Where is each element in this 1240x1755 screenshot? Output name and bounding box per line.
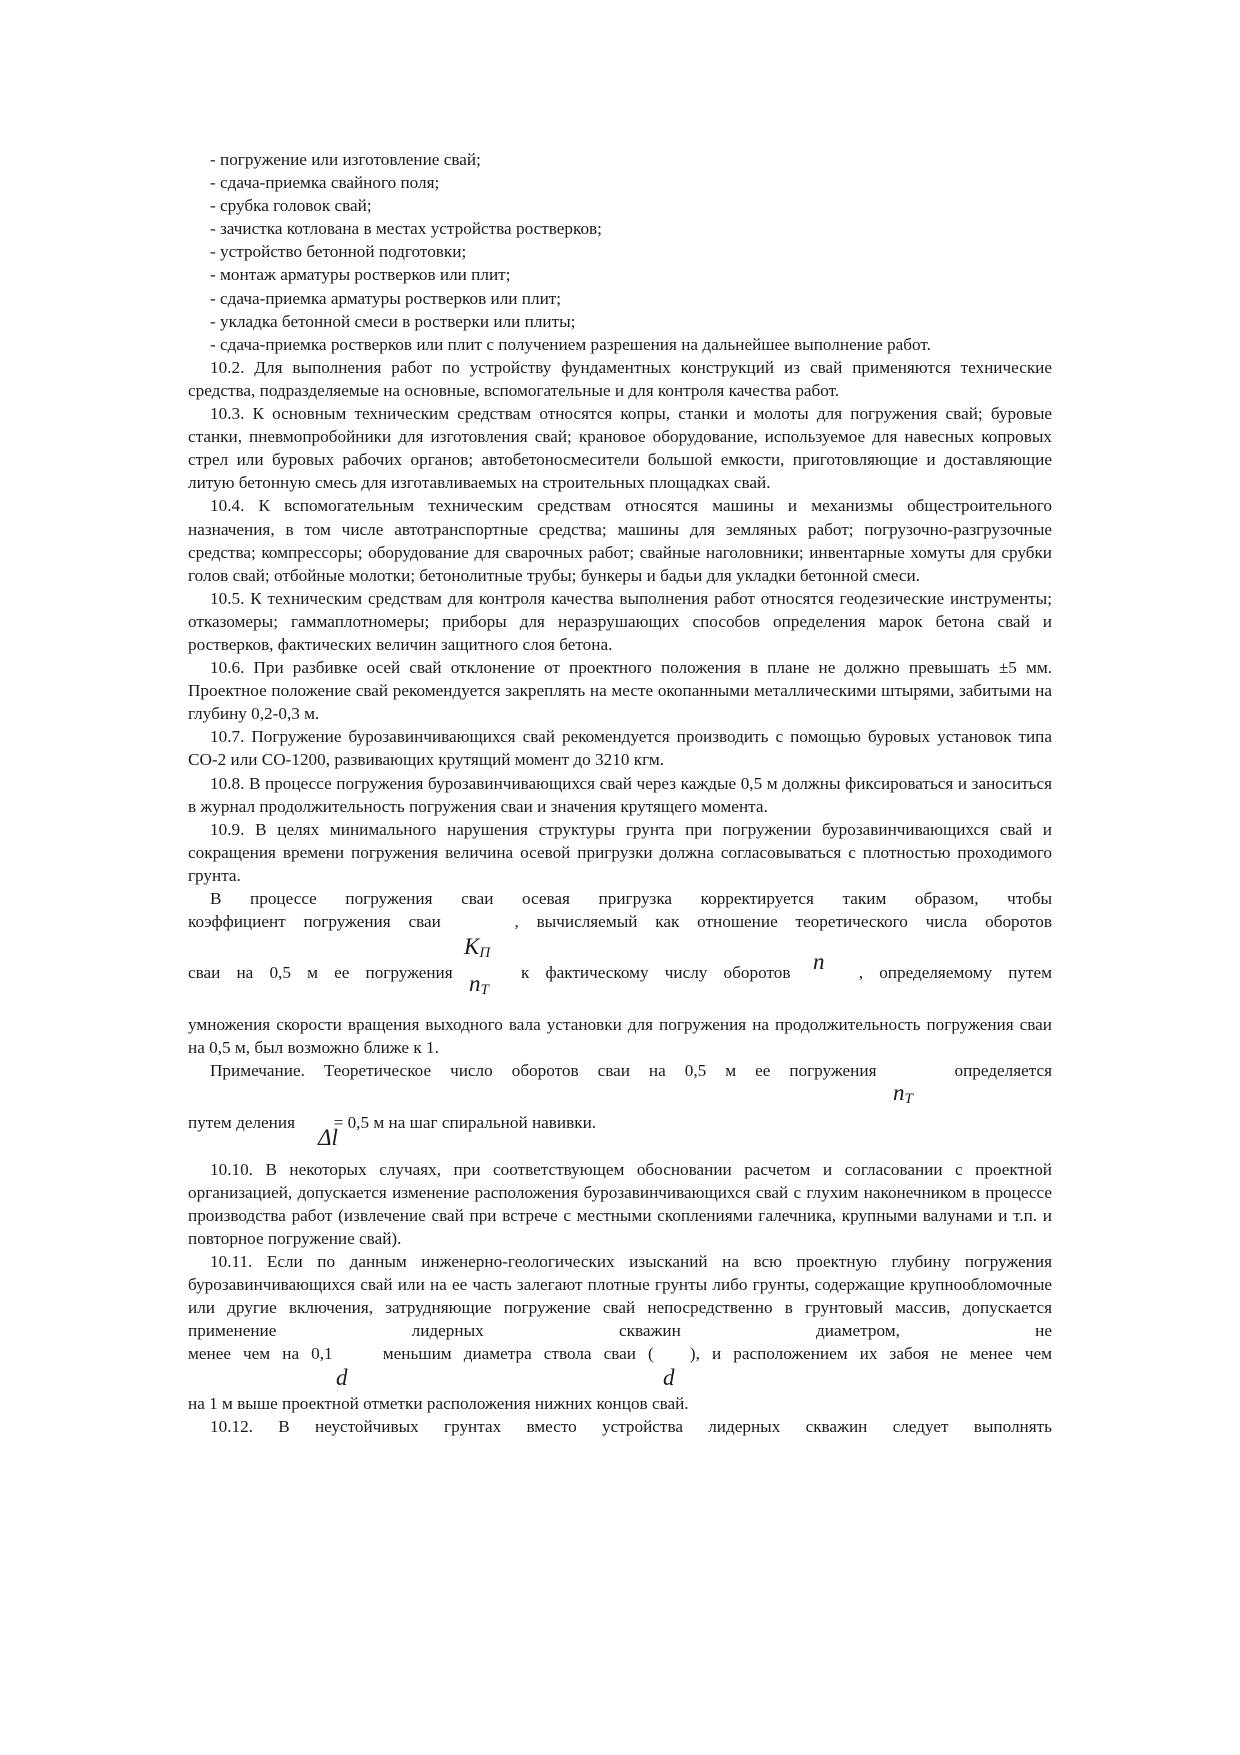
list-item: - сдача-приемка свайного поля; bbox=[210, 173, 440, 193]
text-span: = 0,5 м на шаг спиральной навивки. bbox=[333, 1112, 597, 1132]
paragraph-10-7: 10.7. Погружение бурозавинчивающихся свай рекомендуется производить с помощью буровых установок типа СО-2 или СО-1200, развивающих крутящий момент до 3210 кгм. bbox=[188, 727, 1052, 770]
list-item: - срубка головок свай; bbox=[210, 196, 372, 216]
paragraph-10-11-formula-line bbox=[188, 1342, 1052, 1365]
list-item: - погружение или изготовление свай; bbox=[210, 150, 481, 169]
paragraph-10-4: 10.4. К вспомогательным техническим средствам относятся машины и механизмы общестроительного назначения, в том числе автотранспортные средства; машины для земляных работ; погрузочно-разгрузочные средства; компрессоры; оборудование для сварочных работ; свайные наголовники; инвентарные хомуты для срубки голов свай; отбойные молотки; бетонолитные трубы; бункеры и бадьи для укладки бетонной смеси. bbox=[188, 496, 1052, 585]
formula-nt: $n_T$ bbox=[469, 971, 489, 999]
formula-d: d bbox=[663, 1364, 675, 1390]
paragraph-10-2: 10.2. Для выполнения работ по устройству фундаментных конструкций из свай применяются технические средства, подразделяемые на основные, вспомогательные и для контроля качества работ. bbox=[188, 357, 1052, 400]
text-span: коэффициент погружения сваи bbox=[188, 912, 441, 932]
list-item: - зачистка котлована в местах устройства ростверков; bbox=[210, 219, 602, 239]
text-span: сваи на 0,5 м ее погружения bbox=[188, 963, 453, 983]
paragraph-10-6: 10.6. При разбивке осей свай отклонение от проектного положения в плане не должно превышать ±5 мм. Проектное положение свай рекомендуется закреплять на месте окопанными металлическими штырями, забитыми на глубину 0,2-0,3 м. bbox=[188, 658, 1052, 724]
axial-load-rest: умножения скорости вращения выходного вала установки для погружения на продолжительность погружения сваи на 0,5 м, был возможно ближе к 1. bbox=[188, 1015, 1052, 1058]
formula-row bbox=[188, 1124, 1052, 1158]
paragraph-10-10: 10.10. В некоторых случаях, при соответствующем обосновании расчетом и согласовании с проектной организацией, допускается изменение расположения бурозавинчивающихся свай с глухим наконечником в процессе производства работ (извлечение свай при встрече с местными скоплениями галечника, крупными валунами и т.п. и повторное погружение свай). bbox=[188, 1159, 1052, 1248]
text-span: определяется bbox=[954, 1061, 1053, 1081]
formula-row bbox=[188, 1366, 1052, 1392]
text-span: , вычисляемый как отношение теоретического числа оборотов bbox=[514, 912, 1053, 932]
paragraph-10-3: 10.3. К основным техническим средствам относятся копры, станки и молоты для погружения свай; буровые станки, пневмопробойники для изготовления свай; крановое оборудование, используемое для навесных копровых стрел или буровых рабочих органов; автобетоносмесители большой емкости, приготовляющие и доставляющие литую бетонную смесь для изготавливаемых на строительных площадках свай. bbox=[188, 404, 1052, 493]
note-line-1 bbox=[188, 1059, 1052, 1082]
paragraph-10-5: 10.5. К техническим средствам для контроля качества выполнения работ относятся геодезические инструменты; отказомеры; гаммаплотномеры; приборы для неразрушающих способов определения марок бетона свай и ростверков, фактических величин защитного слоя бетона. bbox=[188, 588, 1052, 654]
paragraph-10-11-end: на 1 м выше проектной отметки расположения нижних концов свай. bbox=[188, 1393, 689, 1413]
text-span: путем деления bbox=[188, 1112, 295, 1132]
text-span: , определяемому путем bbox=[858, 963, 1053, 983]
list-item: - монтаж арматуры ростверков или плит; bbox=[210, 265, 511, 285]
list-item: - укладка бетонной смеси в ростверки или плиты; bbox=[210, 311, 576, 331]
text-span: к фактическому числу оборотов bbox=[520, 963, 791, 983]
formula-kp: $K_П$ bbox=[464, 934, 491, 962]
text-span: менее чем на 0,1 bbox=[188, 1344, 333, 1364]
formula-delta-l: Δl bbox=[318, 1124, 338, 1150]
paragraph-10-12: 10.12. В неустойчивых грунтах вместо устройства лидерных скважин следует выполнять bbox=[210, 1416, 1052, 1436]
paragraph-10-11: 10.11. Если по данным инженерно-геологических изысканий на всю проектную глубину погружения бурозавинчивающихся свай или на ее часть залегают плотные грунты либо грунты, содержащие крупнообломочные или другие включения, затрудняющие погружение свай непосредственно в грунтовый массив, допускается применение лидерных скважин диаметром, не bbox=[188, 1252, 1052, 1341]
list-item: - устройство бетонной подготовки; bbox=[210, 242, 467, 262]
paragraph-10-8: 10.8. В процессе погружения бурозавинчивающихся свай через каждые 0,5 м должны фиксироваться и заноситься в журнал продолжительность погружения сваи и значения крутящего момента. bbox=[188, 773, 1052, 816]
formula-row bbox=[188, 933, 1052, 961]
formula-nt-note: $n_T$ bbox=[893, 1079, 913, 1107]
paragraph-10-9: 10.9. В целях минимального нарушения структуры грунта при погружении бурозавинчивающихся свай и сокращения времени погружения величина осевой пригрузки должна согласовываться с плотностью проходимого грунта. bbox=[188, 819, 1052, 885]
text-span: Примечание. Теоретическое число оборотов сваи на 0,5 м ее погружения bbox=[210, 1061, 877, 1081]
axial-load-line-1: В процессе погружения сваи осевая пригрузка корректируется таким образом, чтобы bbox=[210, 889, 1052, 908]
text-span: меньшим диаметра ствола сваи ( bbox=[382, 1344, 654, 1364]
list-item: - сдача-приемка ростверков или плит с получением разрешения на дальнейшее выполнение работ. bbox=[210, 334, 931, 354]
document-page bbox=[188, 148, 1052, 1438]
formula-d: d bbox=[336, 1364, 348, 1390]
list-item: - сдача-приемка арматуры ростверков или плит; bbox=[210, 288, 562, 308]
formula-n: n bbox=[813, 949, 825, 975]
text-span: ), и расположением их забоя не менее чем bbox=[689, 1344, 1053, 1364]
formula-row bbox=[188, 1079, 1052, 1111]
axial-load-line-2 bbox=[188, 910, 1052, 933]
axial-load-line-3 bbox=[188, 961, 1052, 984]
